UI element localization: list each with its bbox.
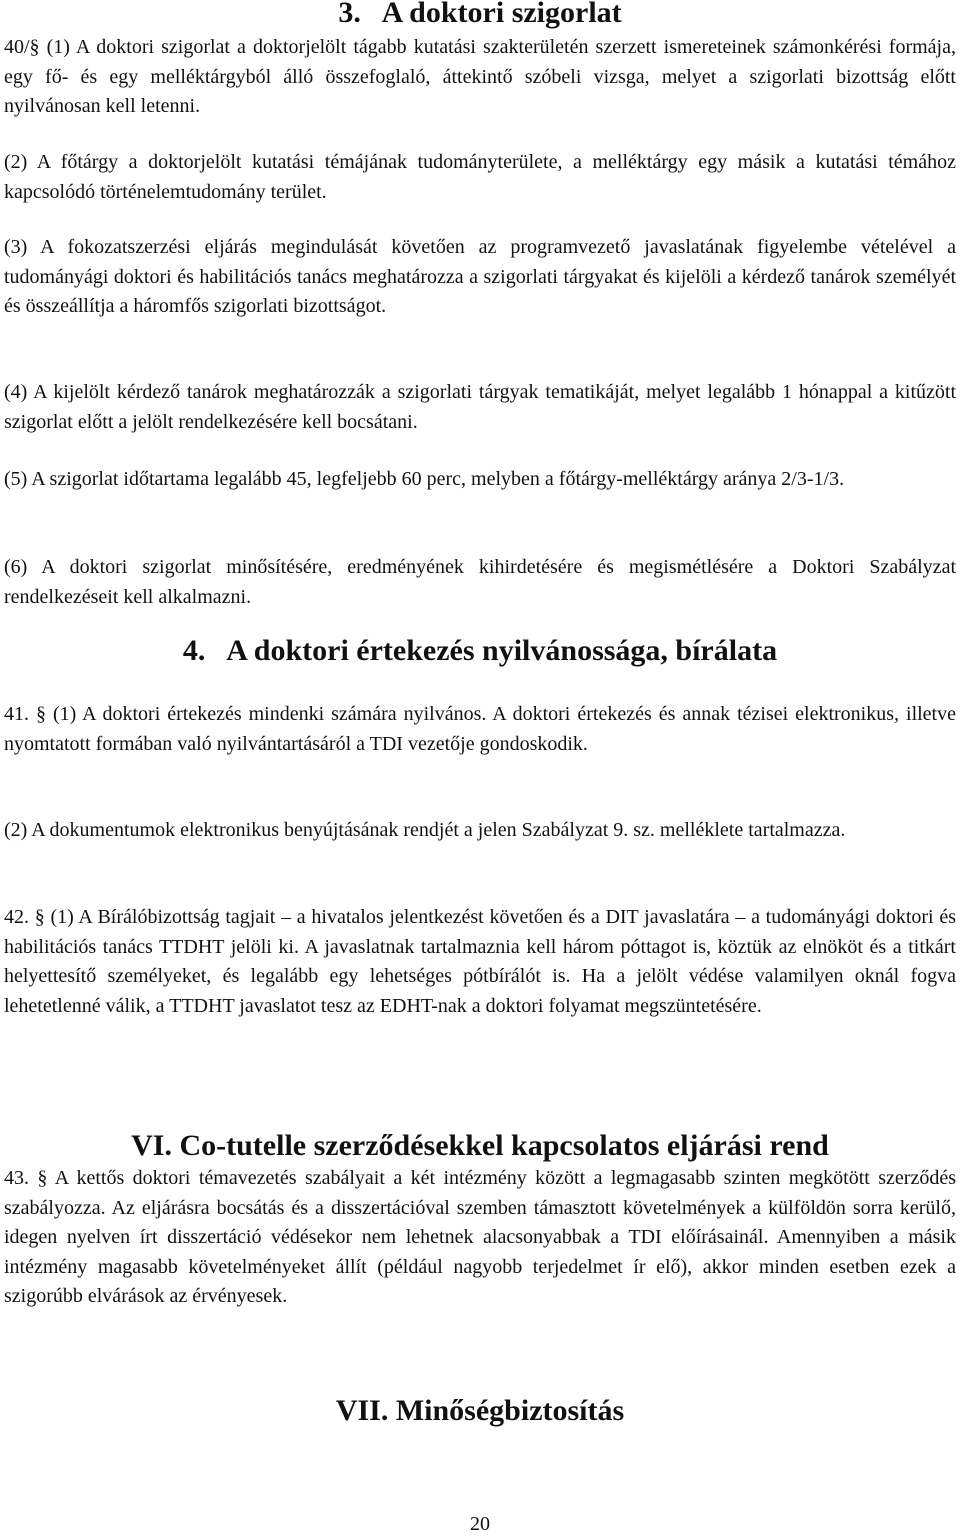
- page-number: 20: [470, 1513, 490, 1535]
- section-4-heading: 4. A doktori értekezés nyilvánossága, bírálata: [182, 634, 778, 667]
- paragraph-42-1: 42. § (1) A Bírálóbizottság tagjait – a hivatalos jelentkezést követően és a DIT javaslatára – a tudományági doktori és habilitációs tanács TTDHT jelöli ki. A javaslatnak tartalmaznia kell három póttagot is, köztük az elnököt és a titkárt helyettesítő személyeket, és legalább egy lehetséges pótbírálót is. Ha a jelölt védése valamilyen oknál fogva lehetetlenné válik, a TTDHT javaslatot tesz az EDHT-nak a doktori folyamat megszüntetésére.: [4, 906, 956, 1017]
- paragraph-40-5: (5) A szigorlat időtartama legalább 45, legfeljebb 60 perc, melyben a főtárgy-melléktárgy aránya 2/3-1/3.: [4, 468, 845, 490]
- paragraph-40-2: (2) A főtárgy a doktorjelölt kutatási témájának tudományterülete, a melléktárgy egy másik a kutatási témához kapcsolódó történelemtudomány terület.: [4, 151, 956, 203]
- section-vii-heading: VII. Minőségbiztosítás: [335, 1394, 625, 1427]
- paragraph-40-1: 40/§ (1) A doktori szigorlat a doktorjelölt tágabb kutatási szakterületén szerzett ismereteinek számonkérési formája, egy fő- és egy melléktárgyból álló összefoglaló, áttekintő szóbeli vizsga, melyet a szigorlati bizottság előtt nyilvánosan kell letenni.: [4, 36, 956, 117]
- paragraph-41-1: 41. § (1) A doktori értekezés mindenki számára nyilvános. A doktori értekezés és annak tézisei elektronikus, illetve nyomtatott formában való nyilvántartásáról a TDI vezetője gondoskodik.: [4, 703, 956, 755]
- paragraph-40-3: (3) A fokozatszerzési eljárás megindulását követően az programvezető javaslatának figyelembe vételével a tudományági doktori és habilitációs tanács meghatározza a szigorlati tárgyakat és kijelöli a kérdező tanárok személyét és összeállítja a háromfős szigorlati bizottságot.: [4, 236, 956, 317]
- section-vi-heading: VI. Co-tutelle szerződésekkel kapcsolatos eljárási rend: [131, 1129, 829, 1162]
- paragraph-40-6: (6) A doktori szigorlat minősítésére, eredményének kihirdetésére és megismétlésére a Doktori Szabályzat rendelkezéseit kell alkalmazni.: [4, 556, 956, 608]
- paragraph-43: 43. § A kettős doktori témavezetés szabályait a két intézmény között a legmagasabb szinten megkötött szerződés szabályozza. Az eljárásra bocsátás és a disszertációval szemben támasztott követelmények a külföldön sorra kerülő, idegen nyelven írt disszertáció védésekor nem lehetnek alacsonyabbak a TDI előírásainál. Amennyiben a másik intézmény magasabb követelményeket állít (például nagyobb terjedelmet ír elő), akkor minden esetben ezek a szigorúbb elvárások az érvényesek.: [4, 1167, 956, 1307]
- section-3-heading: 3. A doktori szigorlat: [338, 0, 622, 29]
- paragraph-41-2: (2) A dokumentumok elektronikus benyújtásának rendjét a jelen Szabályzat 9. sz. melléklete tartalmazza.: [4, 819, 846, 841]
- paragraph-40-4: (4) A kijelölt kérdező tanárok meghatározzák a szigorlati tárgyak tematikáját, melyet legalább 1 hónappal a kitűzött szigorlat előtt a jelölt rendelkezésére kell bocsátani.: [4, 381, 956, 433]
